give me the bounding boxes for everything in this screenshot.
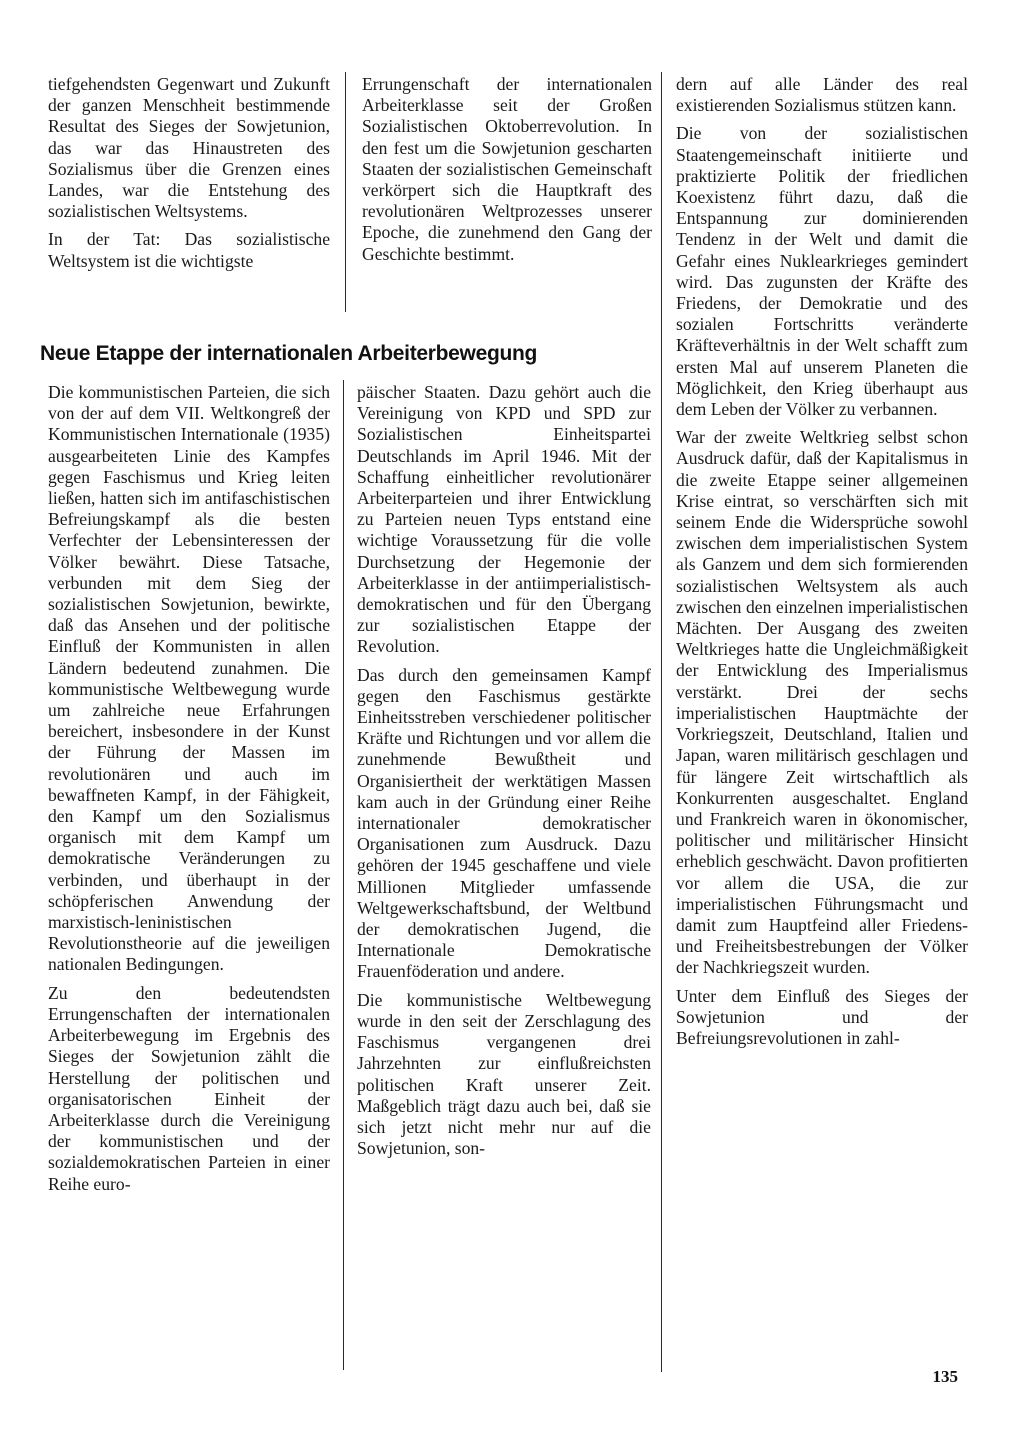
column-top-left	[48, 74, 330, 279]
paragraph: War der zweite Weltkrieg selbst schon Ausdruck dafür, daß der Kapitalismus in die zweite Etappe seiner allgemeinen Krise eintrat, so verschärften sich mit seinem Ende die Widersprüche sowohl zwischen dem imperialistischen System als Ganzem und dem sich formierenden sozialistischen Weltsystem als auch zwischen den einzelnen imperialistischen Mächten. Der Ausgang des zweiten Weltkrieges hatte die Ungleichmäßigkeit der Entwicklung des Imperialismus verstärkt. Drei der sechs imperialistischen Hauptmächte der Vorkriegszeit, Deutschland, Italien und Japan, waren militärisch geschlagen und für längere Zeit wirtschaftlich als Konkurrenten ausgeschaltet. England und Frankreich waren in ökonomischer, politischer und militärischer Hinsicht erheblich geschwächt. Davon profitierten vor allem die USA, die zur imperialistischen Führungsmacht und damit zum Hauptfeind aller Friedens- und Freiheitsbestrebungen der Völker der Nachkriegszeit wurden.	[676, 427, 968, 978]
paragraph: Die von der sozialistischen Staatengemeinschaft initiierte und praktizierte Politik der friedlichen Koexistenz führt dazu, daß die Entspannung zur dominierenden Tendenz in der Welt und damit die Gefahr eines Nuklearkrieges gemindert wird. Das zugunsten der Kräfte des Friedens, der Demokratie und des sozialen Fortschritts veränderte Kräfteverhältnis in der Welt schafft zum ersten Mal auf unserem Planeten die Möglichkeit, den Krieg überhaupt aus dem Leben der Völker zu verbannen.	[676, 123, 968, 420]
paragraph: Die kommunistischen Parteien, die sich von der auf dem VII. Weltkongreß der Kommunistischen Internationale (1935) ausgearbeiteten Linie des Kampfes gegen Faschismus und Krieg leiten ließen, hatten sich im antifaschistischen Befreiungskampf als die besten Verfechter der Lebensinteressen der Völker bewährt. Diese Tatsache, verbunden mit dem Sieg der sozialistischen Sowjetunion, bewirkte, daß das Ansehen und der politische Einfluß der Kommunisten in allen Ländern bedeutend zunahmen. Die kommunistische Weltbewegung wurde um zahlreiche neue Erfahrungen bereichert, insbesondere in der Kunst der Führung der Massen im revolutionären und auch im bewaffneten Kampf, in der Fähigkeit, den Kampf um den Sozialismus organisch mit dem Kampf um demokratische Veränderungen zu verbinden, und überhaupt in der schöpferischen Anwendung der marxistisch-leninistischen Revolutionstheorie auf die jeweiligen nationalen Bedingungen.	[48, 382, 330, 975]
column-top-middle	[362, 74, 652, 272]
column-divider	[343, 380, 344, 1370]
column-right	[676, 74, 968, 1056]
column-bottom-left	[48, 382, 330, 1202]
paragraph: tiefgehendsten Gegenwart und Zukunft der ganzen Menschheit bestimmende Resultat des Sieges der Sowjetunion, das war das Hinaustreten des Sozialismus über die Grenzen eines Landes, war die Entstehung des sozialistischen Weltsystems.	[48, 74, 330, 222]
paragraph: Die kommunistische Weltbewegung wurde in den seit der Zerschlagung des Faschismus vergangenen drei Jahrzehnten zur einflußreichsten politischen Kraft unserer Zeit. Maßgeblich trägt dazu auch bei, daß sie sich jetzt nicht mehr nur auf die Sowjetunion, son-	[357, 989, 651, 1159]
column-divider	[661, 72, 662, 1372]
page-number: 135	[932, 1367, 958, 1386]
paragraph: In der Tat: Das sozialistische Weltsystem ist die wichtigste	[48, 229, 330, 271]
paragraph: Unter dem Einfluß des Sieges der Sowjetunion und der Befreiungsrevolutionen in zahl-	[676, 985, 968, 1048]
paragraph: dern auf alle Länder des real existierenden Sozialismus stützen kann.	[676, 74, 968, 116]
column-divider	[345, 72, 346, 312]
paragraph: Zu den bedeutendsten Errungenschaften der internationalen Arbeiterbewegung im Ergebnis des Sieges der Sowjetunion zählt die Herstellung der politischen und organisatorischen Einheit der Arbeiterklasse durch die Vereinigung der kommunistischen und der sozialdemokratischen Parteien in einer Reihe euro-	[48, 982, 330, 1194]
paragraph: päischer Staaten. Dazu gehört auch die Vereinigung von KPD und SPD zur Sozialistischen Einheitspartei Deutschlands im April 1946. Mit der Schaffung einheitlicher revolutionärer Arbeiterparteien und ihrer Entwicklung zu Parteien neuen Typs entstand eine wichtige Voraussetzung für die volle Durchsetzung der Hegemonie der Arbeiterklasse in der antiimperialistisch-demokratischen und für den Übergang zur sozialistischen Etappe der Revolution.	[357, 382, 651, 657]
section-heading: Neue Etappe der internationalen Arbeiterbewegung	[40, 342, 538, 365]
column-bottom-middle	[357, 382, 651, 1166]
paragraph: Das durch den gemeinsamen Kampf gegen den Faschismus gestärkte Einheitsstreben verschiedener politischer Kräfte und Richtungen und vor allem die zunehmende Bewußtheit und Organisiertheit der werktätigen Massen kam auch in der Gründung einer Reihe internationaler demokratischer Organisationen zum Ausdruck. Dazu gehören der 1945 geschaffene und viele Millionen Mitglieder umfassende Weltgewerkschaftsbund, der Weltbund der demokratischen Jugend, die Internationale Demokratische Frauenföderation und andere.	[357, 664, 651, 982]
paragraph: Errungenschaft der internationalen Arbeiterklasse seit der Großen Sozialistischen Oktoberrevolution. In den fest um die Sowjetunion gescharten Staaten der sozialistischen Gemeinschaft verkörpert sich die Hauptkraft des revolutionären Weltprozesses unserer Epoche, die zunehmend den Gang der Geschichte bestimmt.	[362, 74, 652, 264]
